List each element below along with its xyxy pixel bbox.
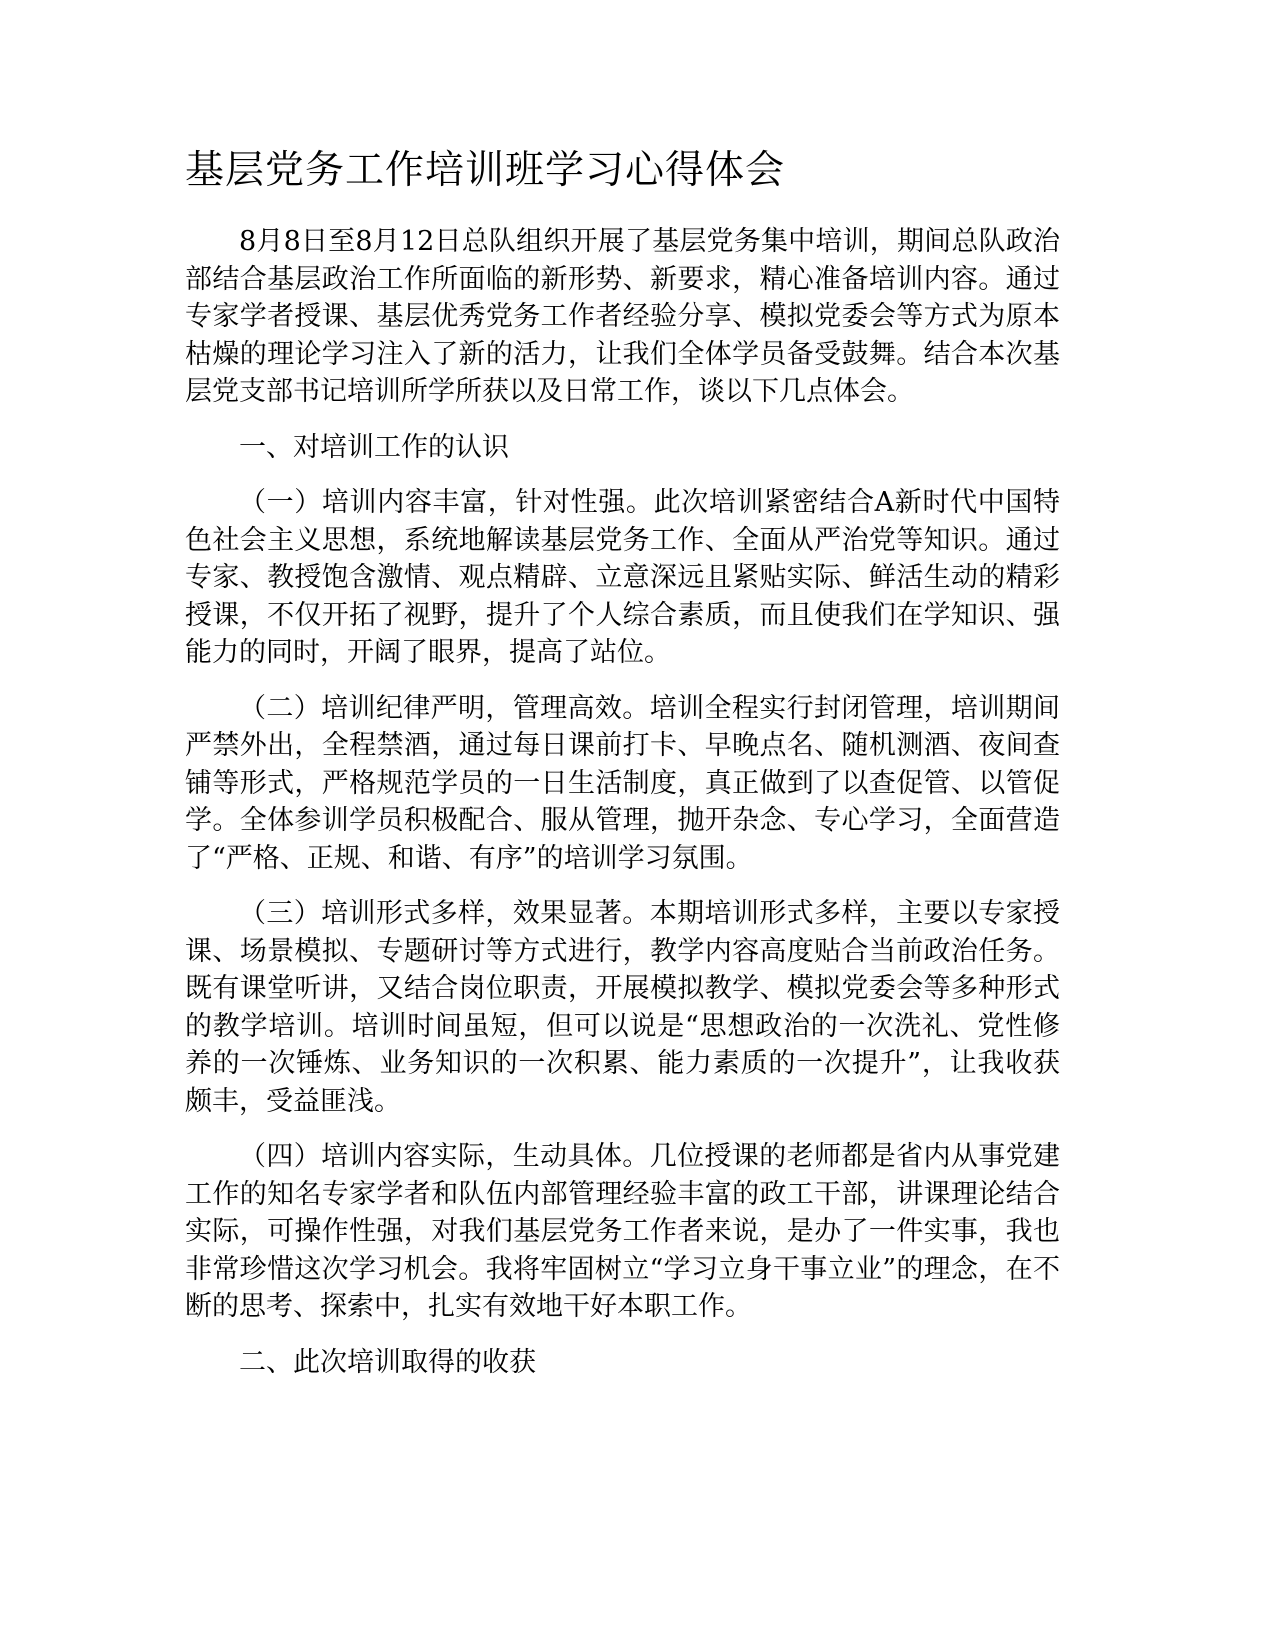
section-heading-2: 二、此次培训取得的收获 bbox=[239, 1346, 536, 1378]
paragraph-point-1: （一）培训内容丰富，针对性强。此次培训紧密结合A新时代中国特色社会主义思想，系统地解读基层党务工作、全面从严治党等知识。通过专家、教授饱含激情、观点精辟、立意深远且紧贴实际、鲜活生动的精彩授课，不仅开拓了视野，提升了个人综合素质，而且使我们在学知识、强能力的同时，开阔了眼界，提高了站位。 bbox=[185, 487, 1060, 668]
section-heading-1: 一、对培训工作的认识 bbox=[239, 431, 509, 463]
intro-paragraph: 8月8日至8月12日总队组织开展了基层党务集中培训，期间总队政治部结合基层政治工作所面临的新形势、新要求，精心准备培训内容。通过专家学者授课、基层优秀党务工作者经验分享、模拟党委会等方式为原本枯燥的理论学习注入了新的活力，让我们全体学员备受鼓舞。结合本次基层党支部书记培训所学所获以及日常工作，谈以下几点体会。 bbox=[185, 226, 1060, 407]
document-body bbox=[185, 223, 1060, 1399]
paragraph-point-2: （二）培训纪律严明，管理高效。培训全程实行封闭管理，培训期间严禁外出，全程禁酒，通过每日课前打卡、早晚点名、随机测酒、夜间查铺等形式，严格规范学员的一日生活制度，真正做到了以查促管、以管促学。全体参训学员积极配合、服从管理，抛开杂念、专心学习，全面营造了“严格、正规、和谐、有序”的培训学习氛围。 bbox=[185, 692, 1060, 874]
paragraph-point-3: （三）培训形式多样，效果显著。本期培训形式多样，主要以专家授课、场景模拟、专题研讨等方式进行，教学内容高度贴合当前政治任务。既有课堂听讲，又结合岗位职责，开展模拟教学、模拟党委会等多种形式的教学培训。培训时间虽短，但可以说是“思想政治的一次洗礼、党性修养的一次锤炼、业务知识的一次积累、能力素质的一次提升”，让我收获颇丰，受益匪浅。 bbox=[185, 898, 1060, 1117]
document-title: 基层党务工作培训班学习心得体会 bbox=[185, 148, 786, 193]
paragraph-point-4: （四）培训内容实际，生动具体。几位授课的老师都是省内从事党建工作的知名专家学者和队伍内部管理经验丰富的政工干部，讲课理论结合实际，可操作性强，对我们基层党务工作者来说，是办了一件实事，我也非常珍惜这次学习机会。我将牢固树立“学习立身干事立业”的理念，在不断的思考、探索中，扎实有效地干好本职工作。 bbox=[185, 1141, 1060, 1322]
